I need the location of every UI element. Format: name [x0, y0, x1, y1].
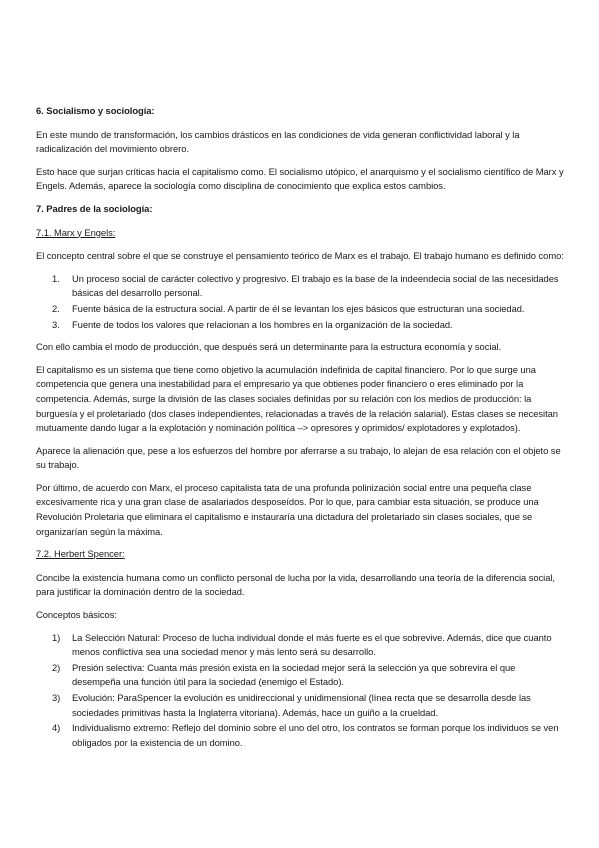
- list-text: Individualismo extremo: Reflejo del dominio sobre el uno del otro, los contratos se forman porque los individuos se ven obligados por la existencia de un domino.: [72, 722, 559, 748]
- spencer-basics-label: Conceptos básicos:: [36, 609, 117, 621]
- marx-paragraph-2: El capitalismo es un sistema que tiene como objetivo la acumulación indefinida de capital financiero. Por lo que surge una competencia que genera una inestabilidad para el empresario ya que obtienes poder financiero o eres eliminado por la competencia. Además, surge la división de las clases sociales definidas por su relación con los medios de producción: la burguesía y el proletariado (dos clases independientes, relacionadas a través de la relación salarial). Estas clases se necesitan mutuamente dando lugar a la explotación y nominación política –> opresores y oprimidos/ explotadores y explotados).: [36, 363, 558, 434]
- subsection-spencer-title: 7.2. Herbert Spencer:: [36, 548, 125, 560]
- spencer-intro: Concibe la existencia humana como un conflicto personal de lucha por la vida, desarrollando una teoría de la diferencia social, para justificar la dominación dentro de la sociedad.: [36, 571, 555, 598]
- document-page: [36, 104, 566, 758]
- list-item: [36, 661, 566, 690]
- marx-paragraph-1: Con ello cambia el modo de producción, que después será un determinante para la estructura economía y social.: [36, 341, 502, 353]
- list-item: [36, 631, 566, 660]
- list-item: [36, 691, 566, 720]
- marx-intro: El concepto central sobre el que se construye el pensamiento teórico de Marx es el trabajo. El trabajo humano es definido como:: [36, 250, 564, 262]
- list-number: 2): [52, 661, 61, 673]
- list-text: Evolución: ParaSpencer la evolución es unidireccional y unidimensional (línea recta que se desarrolla desde las sociedades primitivas hasta la Inglaterra vitoriana). Además, hace un guiño a la crueldad.: [72, 692, 531, 718]
- list-number: 1.: [52, 272, 60, 284]
- list-number: 2.: [52, 302, 60, 314]
- list-item: [36, 272, 566, 301]
- list-number: 1): [52, 631, 61, 643]
- list-text: La Selección Natural: Proceso de lucha individual donde el más fuerte es el que sobrevive. Además, dice que cuanto menos conflictiva sea una sociedad menor y más lento será su desarrollo.: [72, 631, 552, 658]
- list-number: 4): [52, 722, 61, 734]
- list-number: 3.: [52, 318, 60, 330]
- section-6-paragraph-1: En este mundo de transformación, los cambios drásticos en las condiciones de vida generan conflictividad laboral y la radicalización del movimiento obrero.: [36, 128, 520, 155]
- list-item: [36, 302, 566, 317]
- marx-numbered-list: [36, 272, 566, 332]
- section-6-title: 6. Socialismo y sociología:: [36, 105, 155, 116]
- section-6-paragraph-2: Esto hace que surjan críticas hacia el capitalismo como. El socialismo utópico, el anarquismo y el socialismo científico de Marx y Engels. Además, aparece la sociología como disciplina de conocimiento que explica estos cambios.: [36, 165, 564, 192]
- marx-paragraph-3: Aparece la alienación que, pese a los esfuerzos del hombre por aferrarse a su trabajo, lo alejan de esa relación con el objeto se su trabajo.: [36, 444, 561, 471]
- section-7-title: 7. Padres de la sociología:: [36, 202, 153, 214]
- subsection-marx-title: 7.1. Marx y Engels:: [36, 226, 116, 238]
- list-text: Fuente de todos los valores que relacionan a los hombres en la organización de la sociedad.: [72, 318, 453, 330]
- list-text: Fuente básica de la estructura social. A partir de él se levantan los ejes básicos que estructuran una sociedad.: [72, 302, 525, 314]
- list-text: Presión selectiva: Cuanta más presión exista en la sociedad mejor será la selección ya que sobrevira el que desempeña una función útil para la sociedad (enemigo el Estado).: [72, 661, 516, 688]
- list-item: [36, 721, 566, 750]
- list-number: 3): [52, 692, 61, 703]
- list-item: [36, 318, 566, 333]
- spencer-numbered-list: [36, 631, 566, 751]
- marx-paragraph-4: Por último, de acuerdo con Marx, el proceso capitalista tata de una profunda polinización social entre una pequeña clase excesivamente rica y una gran clase de asalariados desposeídos. Por lo que, para cambiar esta situación, se produce una Revolución Proletaria que eliminara el capitalismo e instauraría una dictadura del proletariado sin clases sociales, que se organizarían según la máxima.: [36, 481, 539, 537]
- list-text: Un proceso social de carácter colectivo y progresivo. El trabajo es la base de la indeendecia social de las necesidades básicas del desarrollo personal.: [72, 272, 559, 299]
